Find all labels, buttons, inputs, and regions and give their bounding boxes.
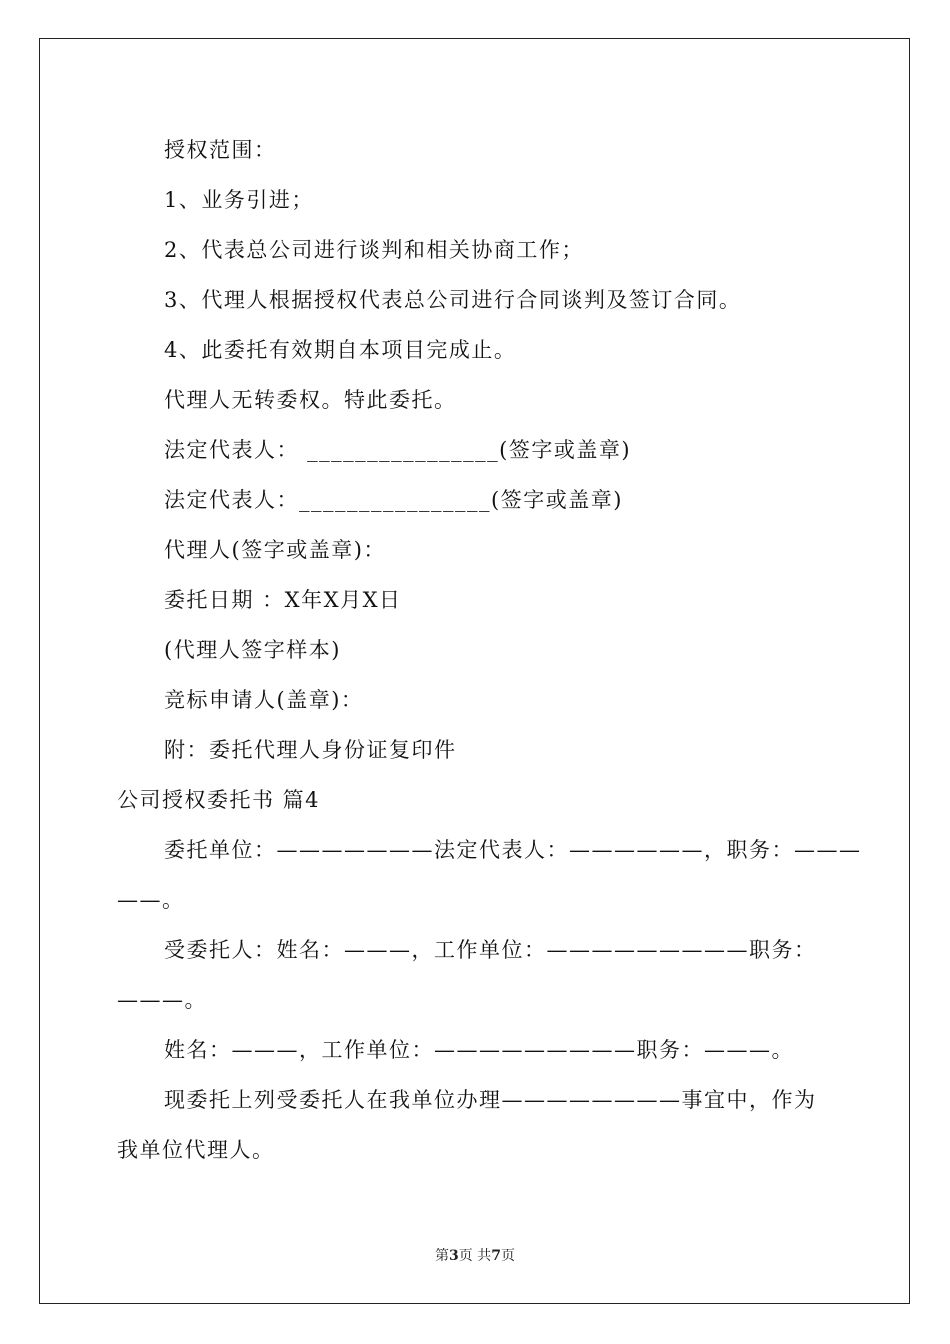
footer-prefix: 第 — [435, 1248, 450, 1264]
attachment-note: 附：委托代理人身份证复印件 — [164, 738, 457, 762]
agent-signature-sample: (代理人签字样本) — [164, 638, 341, 662]
trustee-line: 受委托人：姓名：———，工作单位：—————————职务： — [164, 938, 817, 962]
second-trustee-line: 姓名：———，工作单位：—————————职务：———。 — [164, 1038, 794, 1062]
no-subdelegation-text: 代理人无转委权。特此委托。 — [164, 388, 457, 412]
scope-item-2: 2、代表总公司进行谈判和相关协商工作； — [164, 238, 584, 262]
entrust-date: 委托日期 ：X年X月X日 — [164, 588, 402, 612]
scope-item-3: 3、代理人根据授权代表总公司进行合同谈判及签订合同。 — [164, 288, 742, 312]
total-page-number: 7 — [491, 1248, 501, 1264]
entrusting-unit-line: 委托单位：———————法定代表人：——————，职务：——— — [164, 838, 862, 862]
page-border — [39, 38, 910, 1304]
footer-suffix: 页 — [500, 1248, 515, 1264]
footer-middle: 页 共 — [458, 1248, 492, 1264]
entrusting-unit-line-continued: ——。 — [117, 888, 185, 912]
bidder-seal-line: 竞标申请人(盖章)： — [164, 688, 364, 712]
section-title: 公司授权委托书 篇4 — [117, 788, 321, 812]
current-page-number: 3 — [449, 1248, 459, 1264]
entrustment-statement: 现委托上列受委托人在我单位办理————————事宜中，作为 — [164, 1088, 817, 1112]
authorization-scope-heading: 授权范围： — [164, 138, 277, 162]
page-number-footer — [0, 1247, 950, 1265]
legal-representative-signature-2: 法定代表人：________________(签字或盖章) — [164, 488, 623, 512]
scope-item-1: 1、业务引进； — [164, 188, 314, 212]
entrustment-statement-continued: 我单位代理人。 — [117, 1138, 275, 1162]
legal-representative-signature-1: 法定代表人： ________________(签字或盖章) — [164, 438, 632, 462]
scope-item-4: 4、此委托有效期自本项目完成止。 — [164, 338, 517, 362]
agent-signature-line: 代理人(签字或盖章)： — [164, 538, 386, 562]
trustee-line-continued: ———。 — [117, 988, 207, 1012]
